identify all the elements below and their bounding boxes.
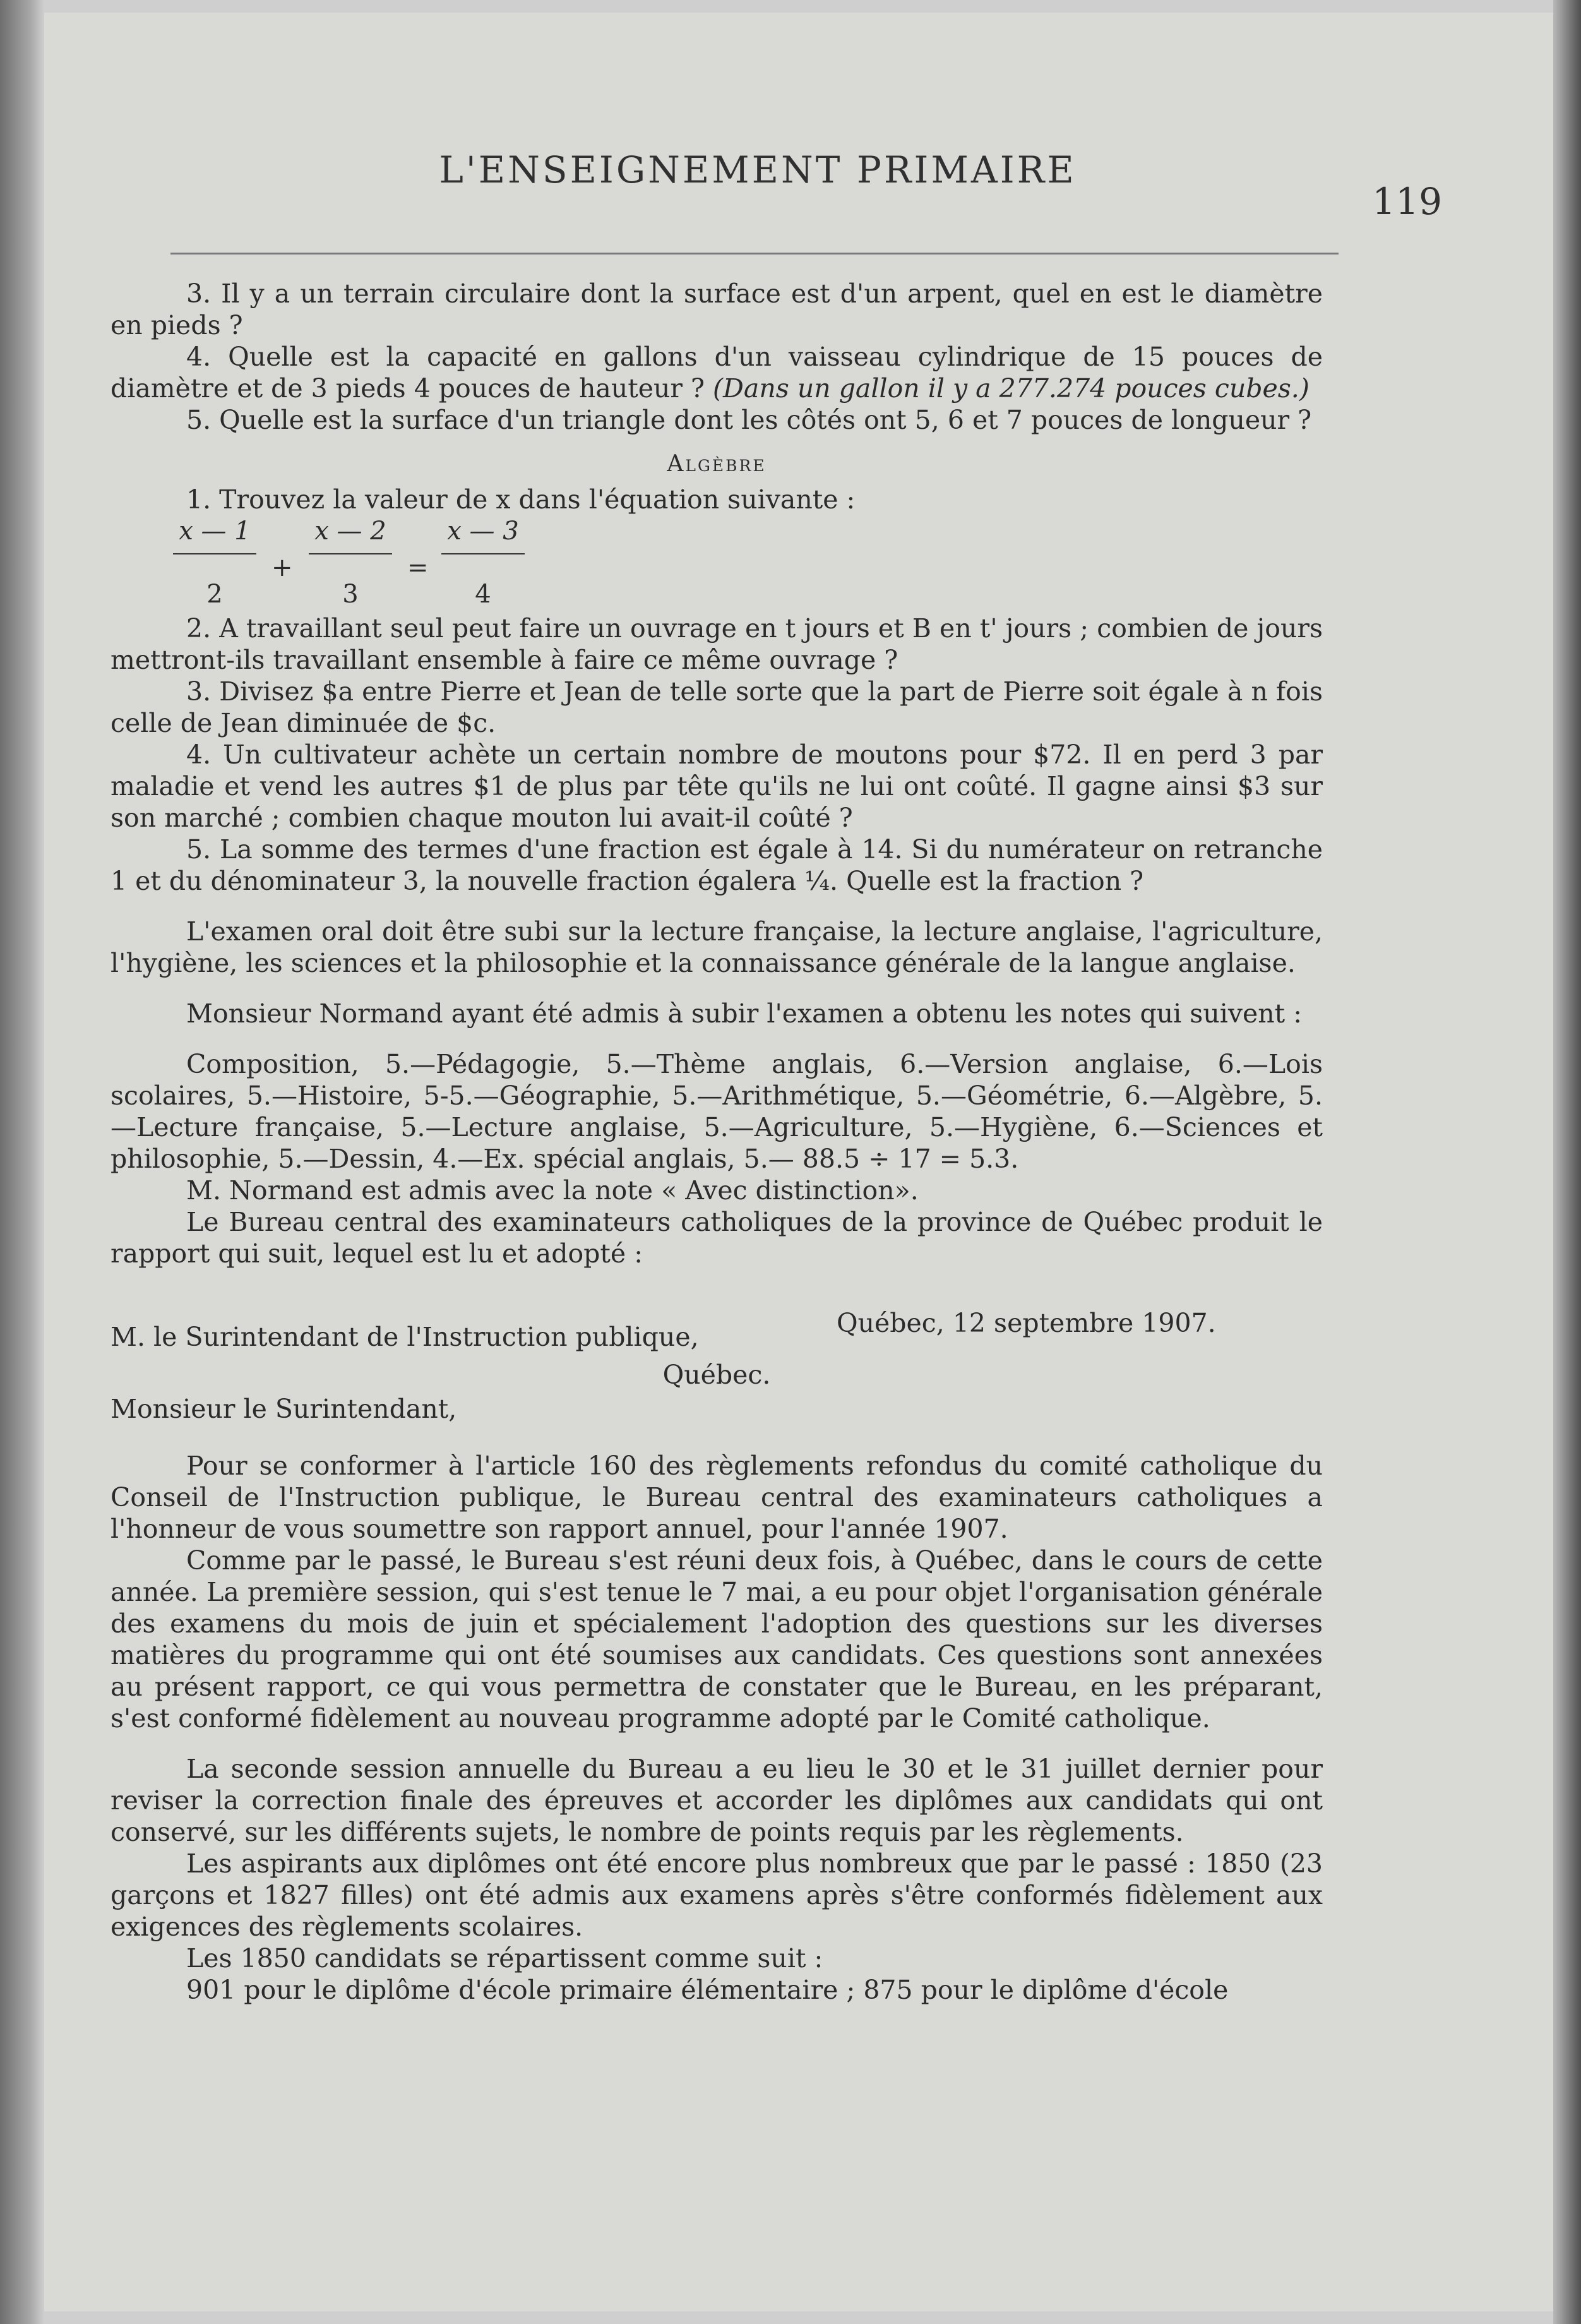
fraction-3-numerator: x — 3 [447, 517, 519, 546]
algebra-question-4: 4. Un cultivateur achète un certain nombre de moutons pour $72. Il en perd 3 par maladie et vend les autres $1 de plus par tête qu'ils ne lui ont coûté. Il gagne ainsi $3 sur son marché ; combien chaque mouton lui avait-il coûté ? [110, 740, 1323, 833]
fraction-1-numerator: x — 1 [179, 517, 251, 546]
geometry-question-4-note: (Dans un gallon il y a 277.274 pouces cubes.) [713, 373, 1310, 404]
fraction-3 [439, 515, 527, 610]
fraction-1 [170, 515, 259, 610]
letter-date: Québec, 12 septembre 1907. [837, 1308, 1216, 1338]
equation [170, 515, 1323, 610]
algebra-question-3: 3. Divisez $a entre Pierre et Jean de telle sorte que la part de Pierre soit égale à n fois celle de Jean diminuée de $c. [110, 676, 1323, 738]
distinction-paragraph: M. Normand est admis avec la note « Avec distinction». [186, 1175, 919, 1206]
equals-sign: = [407, 553, 429, 582]
fraction-1-denominator: 2 [206, 580, 223, 609]
normand-paragraph: Monsieur Normand ayant été admis à subir l'examen a obtenu les notes qui suivent : [186, 998, 1303, 1029]
letter-paragraph-3: La seconde session annuelle du Bureau a eu lieu le 30 et le 31 juillet dernier pour reviser la correction finale des épreuves et accorder les diplômes aux candidats qui ont conservé, sur les différents sujets, le nombre de points requis par les règlements. [110, 1754, 1323, 1847]
algebra-question-1: 1. Trouvez la valeur de x dans l'équation suivante : [186, 484, 856, 515]
book-spine-shadow [0, 0, 44, 2324]
page-edge-shadow [1553, 0, 1581, 2324]
algebra-question-5: 5. La somme des termes d'une fraction est égale à 14. Si du numérateur on retranche 1 et du dénominateur 3, la nouvelle fraction égalera ¼. Quelle est la fraction ? [110, 834, 1323, 896]
bureau-report-intro: Le Bureau central des examinateurs catholiques de la province de Québec produit le rapport qui suit, lequel est lu et adopté : [110, 1207, 1323, 1269]
letter-dateline [110, 1307, 1323, 1352]
plus-sign: + [271, 553, 293, 582]
running-title: L'ENSEIGNEMENT PRIMAIRE [439, 148, 1077, 191]
letter-paragraph-2: Comme par le passé, le Bureau s'est réuni deux fois, à Québec, dans le cours de cette année. La première session, qui s'est tenue le 7 mai, a eu pour objet l'organisation générale des examens du mois de juin et spécialement l'adoption des questions sur les diverses matières du programme qui ont été soumises aux candidats. Ces questions sont annexées au présent rapport, ce qui vous permettra de constater que le Bureau, en les préparant, s'est conformé fidèlement au nouveau programme adopté par le Comité catholique. [110, 1545, 1323, 1734]
page-number: 119 [1372, 180, 1442, 223]
grades-paragraph: Composition, 5.—Pédagogie, 5.—Thème anglais, 6.—Version anglaise, 6.—Lois scolaires, 5.—Histoire, 5-5.—Géographie, 5.—Arithmétique, 5.—Géométrie, 6.—Algèbre, 5.—Lecture française, 5.—Lecture anglaise, 5.—Agriculture, 5.—Hygiène, 6.—Sciences et philosophie, 5.—Dessin, 4.—Ex. spécial anglais, 5.— 88.5 ÷ 17 = 5.3. [110, 1049, 1323, 1174]
letter-paragraph-5: Les 1850 candidats se répartissent comme suit : [186, 1943, 823, 1974]
letter-salutation: Monsieur le Surintendant, [110, 1394, 457, 1424]
section-heading-algebra: Algèbre [667, 451, 767, 477]
algebra-question-2: 2. A travaillant seul peut faire un ouvrage en t jours et B en t' jours ; combien de jours mettront-ils travaillant ensemble à faire ce même ouvrage ? [110, 613, 1323, 675]
header-rule [170, 253, 1339, 255]
fraction-2 [306, 515, 395, 610]
fraction-bar [173, 553, 256, 554]
fraction-2-denominator: 3 [342, 580, 359, 609]
geometry-question-4: 4. Quelle est la capacité en gallons d'un vaisseau cylindrique de 15 pouces de diamètre et de 3 pieds 4 pouces de hauteur ? (Dans un gallon il y a 277.274 pouces cubes.) [110, 342, 1323, 404]
oral-exam-paragraph: L'examen oral doit être subi sur la lecture française, la lecture anglaise, l'agriculture, l'hygiène, les sciences et la philosophie et la connaissance générale de la langue anglaise. [110, 916, 1323, 978]
geometry-question-3: 3. Il y a un terrain circulaire dont la surface est d'un arpent, quel en est le diamètre en pieds ? [110, 279, 1323, 340]
letter-city: Québec. [662, 1360, 771, 1390]
fraction-3-denominator: 4 [475, 580, 491, 609]
fraction-2-numerator: x — 2 [314, 517, 386, 546]
fraction-bar [441, 553, 525, 554]
page-text [110, 278, 1323, 2006]
letter-paragraph-4: Les aspirants aux diplômes ont été encore plus nombreux que par le passé : 1850 (23 garçons et 1827 filles) ont été admis aux examens après s'être conformés fidèlement aux exigences des règlements scolaires. [110, 1848, 1323, 1942]
fraction-bar [309, 553, 392, 554]
geometry-question-5: 5. Quelle est la surface d'un triangle dont les côtés ont 5, 6 et 7 pouces de longueur ? [186, 405, 1312, 435]
letter-paragraph-6: 901 pour le diplôme d'école primaire élémentaire ; 875 pour le diplôme d'école [186, 1975, 1229, 2005]
letter-addressee: M. le Surintendant de l'Instruction publique, [110, 1322, 699, 1352]
letter-paragraph-1: Pour se conformer à l'article 160 des règlements refondus du comité catholique du Conseil de l'Instruction publique, le Bureau central des examinateurs catholiques a l'honneur de vous soumettre son rapport annuel, pour l'année 1907. [110, 1451, 1323, 1544]
